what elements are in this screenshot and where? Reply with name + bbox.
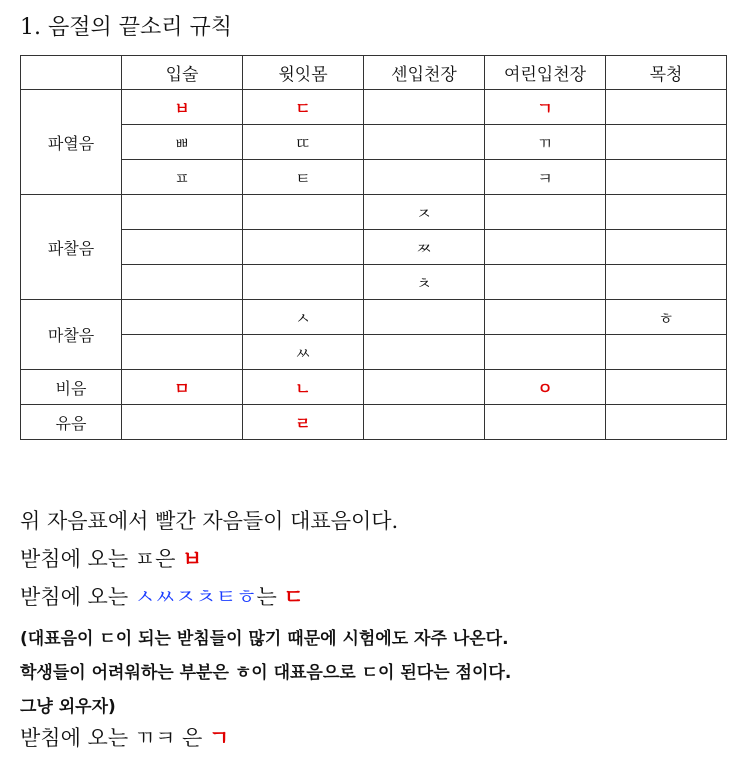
- consonant-cell: [364, 370, 485, 405]
- consonant-cell: [122, 230, 243, 265]
- consonant-cell: ㄸ: [243, 125, 364, 160]
- consonant-cell: [606, 370, 727, 405]
- representative-consonant: ㅂ: [182, 547, 203, 571]
- header-cell-empty: [21, 56, 122, 90]
- consonant-cell: [243, 195, 364, 230]
- consonant-cell: [606, 230, 727, 265]
- consonant-cell: ㅁ: [122, 370, 243, 405]
- table-row: [21, 370, 727, 405]
- table-row: [21, 125, 727, 160]
- consonant-cell: ㄲ: [485, 125, 606, 160]
- highlighted-consonants: ㅅㅆㅈㅊㅌㅎ: [134, 585, 257, 609]
- consonant-cell: [243, 265, 364, 300]
- consonant-cell: [122, 300, 243, 335]
- consonant-cell: [485, 335, 606, 370]
- table-row: [21, 405, 727, 440]
- consonant-cell: [606, 125, 727, 160]
- header-alveolar: 윗잇몸: [243, 56, 364, 90]
- consonant-cell: [606, 90, 727, 125]
- consonant-cell: ㅉ: [364, 230, 485, 265]
- group-affricate: 파찰음: [21, 195, 122, 300]
- section-title: 1. 음절의 끝소리 규칙: [20, 15, 232, 40]
- consonant-cell: [606, 405, 727, 440]
- header-glottis: 목청: [606, 56, 727, 90]
- header-lips: 입술: [122, 56, 243, 90]
- group-plosive: 파열음: [21, 90, 122, 195]
- consonant-cell: [606, 160, 727, 195]
- representative-consonant: ㄷ: [283, 585, 304, 609]
- table-row: [21, 160, 727, 195]
- consonant-cell: [606, 265, 727, 300]
- consonant-cell: ㄹ: [243, 405, 364, 440]
- consonant-cell: [364, 300, 485, 335]
- consonant-cell: [485, 265, 606, 300]
- header-soft-palate: 여린입천장: [485, 56, 606, 90]
- consonant-cell: ㄷ: [243, 90, 364, 125]
- consonant-cell: ㅊ: [364, 265, 485, 300]
- note-line-4: (대표음이 ㄷ이 되는 받침들이 많기 때문에 시험에도 자주 나온다.: [20, 629, 509, 649]
- consonant-cell: ㄱ: [485, 90, 606, 125]
- consonant-cell: [485, 405, 606, 440]
- header-hard-palate: 센입천장: [364, 56, 485, 90]
- consonant-cell: ㅍ: [122, 160, 243, 195]
- group-nasal: 비음: [21, 370, 122, 405]
- table-header-row: [21, 56, 727, 90]
- table-row: [21, 195, 727, 230]
- consonant-cell: [606, 195, 727, 230]
- note-line-5: 학생들이 어려워하는 부분은 ㅎ이 대표음으로 ㄷ이 된다는 점이다.: [20, 663, 512, 683]
- consonant-cell: ㅇ: [485, 370, 606, 405]
- note-line-6: 그냥 외우자): [20, 697, 116, 717]
- table-row: [21, 265, 727, 300]
- consonant-table: [20, 55, 727, 440]
- representative-consonant: ㄱ: [209, 726, 230, 750]
- consonant-cell: [485, 195, 606, 230]
- consonant-cell: [364, 405, 485, 440]
- group-fricative: 마찰음: [21, 300, 122, 370]
- consonant-cell: ㄴ: [243, 370, 364, 405]
- note-line-2: [20, 543, 202, 573]
- consonant-cell: ㅈ: [364, 195, 485, 230]
- table-row: [21, 90, 727, 125]
- consonant-cell: ㅃ: [122, 125, 243, 160]
- note-line-3: [20, 581, 304, 611]
- consonant-cell: ㅎ: [606, 300, 727, 335]
- consonant-cell: ㅌ: [243, 160, 364, 195]
- table-row: [21, 335, 727, 370]
- consonant-cell: [243, 230, 364, 265]
- consonant-cell: ㅆ: [243, 335, 364, 370]
- consonant-cell: [122, 195, 243, 230]
- consonant-cell: [364, 90, 485, 125]
- note-line-7: [20, 722, 229, 752]
- table-row: [21, 300, 727, 335]
- consonant-cell: [606, 335, 727, 370]
- note-line-1: 위 자음표에서 빨간 자음들이 대표음이다.: [20, 509, 399, 533]
- consonant-cell: [364, 160, 485, 195]
- consonant-cell: [122, 405, 243, 440]
- note-text: 받침에 오는: [20, 585, 135, 609]
- consonant-cell: ㅅ: [243, 300, 364, 335]
- note-text: 받침에 오는 ㅍ은: [20, 547, 183, 571]
- note-text: 는: [256, 585, 284, 609]
- consonant-cell: [485, 230, 606, 265]
- note-text: 받침에 오는 ㄲㅋ 은: [20, 726, 209, 750]
- consonant-cell: [364, 125, 485, 160]
- group-liquid: 유음: [21, 405, 122, 440]
- consonant-cell: [485, 300, 606, 335]
- table-row: [21, 230, 727, 265]
- consonant-cell: ㅋ: [485, 160, 606, 195]
- consonant-cell: [364, 335, 485, 370]
- consonant-cell: [122, 265, 243, 300]
- consonant-cell: ㅂ: [122, 90, 243, 125]
- consonant-cell: [122, 335, 243, 370]
